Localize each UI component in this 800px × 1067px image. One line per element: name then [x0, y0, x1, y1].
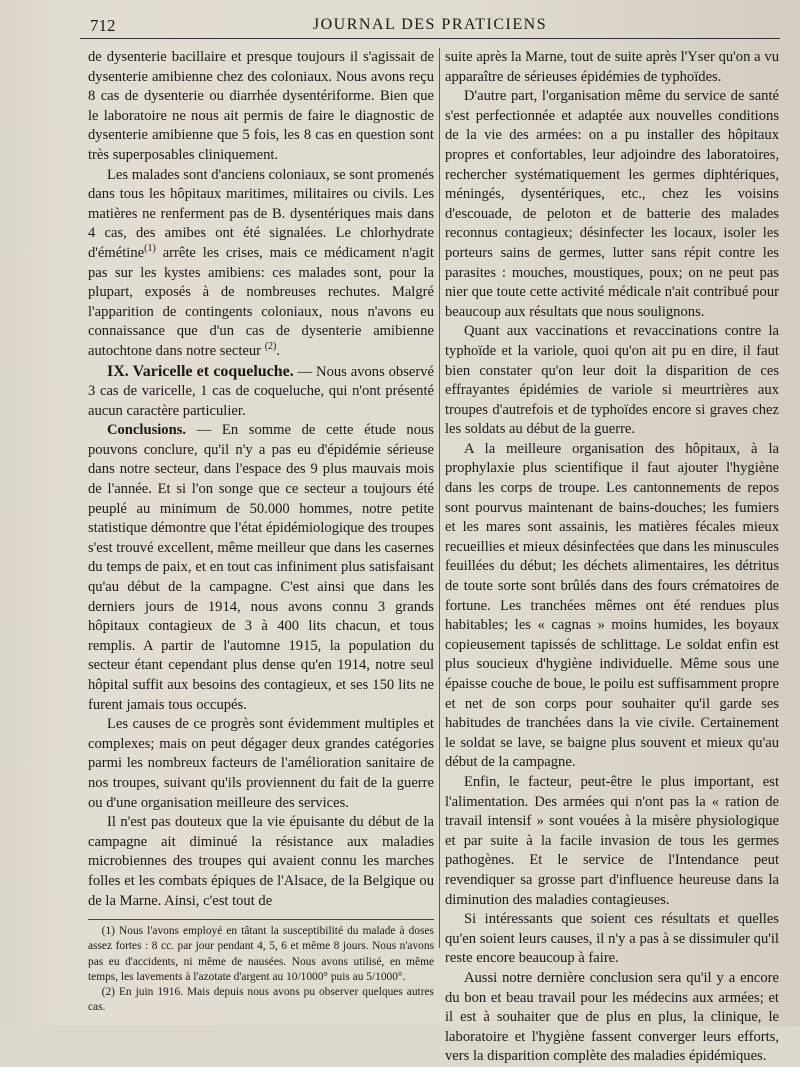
footnote-ref: (1): [144, 243, 156, 255]
footnotes: [88, 919, 434, 1015]
paragraph: Aussi notre dernière conclusion sera qu'il y a encore du bon et beau travail pour les médecins aux armées; et il est à souhaiter que de plus en plus, la clinique, le laboratoire et l'hygiène fassent converger leurs efforts, vers la disparition complète des maladies épidémiques.: [445, 969, 779, 1065]
paragraph: [88, 166, 434, 362]
section-ix: [88, 362, 434, 422]
paragraph: Quant aux vaccinations et revaccinations contre la typhoïde et la variole, quoi qu'on ait pu en dire, il faut bien constater qu'on leur doit la disparition de ces effrayantes épidémies de variole si meurtrières aux troupes d'autrefois et de typhoïdes encore si graves chez les soldats au début de la guerre.: [445, 323, 779, 438]
section-heading: IX. Varicelle et coqueluche.: [106, 362, 294, 380]
paragraph-text: Les malades sont d'anciens coloniaux, se sont promenés dans tous les hôpitaux maritimes, militaires ou civils. Les matières ne renferment pas de B. dysentériques mais dans 4 cas, des amibes ont été signalées. Le chlorhydrate d'émétine: [88, 166, 434, 261]
left-column: [88, 48, 434, 1015]
paragraph-text: .: [276, 342, 281, 359]
page-header: [80, 14, 780, 39]
paragraph: suite après la Marne, tout de suite après l'Yser qu'on a vu apparaître de sérieuses épidémies de typhoïdes.: [445, 49, 779, 85]
paragraph: Les causes de ce progrès sont évidemment multiples et complexes; mais on peut dégager deux grandes catégories parmi les nombreux facteurs de l'amélioration sanitaire de nos troupes, suivant qu'ils proviennent du fait de la guerre ou d'une organisation meilleure des services.: [88, 716, 434, 811]
paragraph: Si intéressants que soient ces résultats et quelles qu'en soient leurs causes, il n'y a pas à se dissimuler qu'il reste encore beaucoup à faire.: [445, 911, 779, 967]
paragraph: Il n'est pas douteux que la vie épuisante du début de la campagne ait diminué la résistance aux maladies microbiennes des troupes qui avaient connu les marches folles et les combats épiques de l'Alsace, de la Belgique ou de la Marne. Ainsi, c'est tout de: [88, 814, 434, 909]
footnote-1: (1) Nous l'avons employé en tâtant la susceptibilité du malade à doses assez fortes : 8 cc. par jour pendant 4, 5, 6 et même 8 jours. Nous n'avons pas eu d'accidents, ni même de nausées. Nous avons utilisé, en même temps, les lavements à l'azotate d'argent au 10/1000° puis au 5/1000°.: [88, 925, 434, 983]
paragraph: de dysenterie bacillaire et presque toujours il s'agissait de dysenterie amibienne chez des coloniaux. Nous avons reçu 8 cas de dysenterie ou diarrhée dysentériforme. Bien que le laboratoire ne nous ait permis de faire le diagnostic de dysenterie amibienne que 5 fois, les 8 cas en question sont très superposables cliniquement.: [88, 49, 434, 163]
footnote-ref: (2): [264, 341, 277, 353]
column-divider: [439, 48, 440, 948]
paragraph: A la meilleure organisation des hôpitaux, à la prophylaxie plus scientifique il faut ajouter l'hygiène dans les corps de troupe. Les cantonnements de repos sont pourvus maintenant de bains-douches; les fumiers et les mares sont assainis, les matières fécales mieux recueillies et mieux désinfectées que dans les minuscules feuillées du début; les déchets alimentaires, les détritus de toute sorte sont brûlés dans des fours crématoires de fortune. Les tranchées mêmes ont été rendues plus habitables; les « cagnas » moins humides, les boyaux copieusement tapissés de schlittage. Le soldat enfin est plus soucieux d'hygiène individuelle. Même sous une épaisse couche de boue, le poilu est suffisamment propre et net de son corps pour souhaiter qu'il garde ses habitudes de tranchées dans la vie civile. Certainement le soldat se lave, se baigne plus souvent et mieux qu'au début de la campagne.: [445, 440, 779, 771]
paragraph: D'autre part, l'organisation même du service de santé s'est perfectionnée et adaptée aux nouvelles conditions de la vie des armées: on a pu installer des hôpitaux propres et confortables, leur adjoindre des laboratoires, rechercher systématiquement les germes diphtériques, méningés, dysentériques, etc., chez les voisins d'escouade, de peloton et de batterie des malades reconnus contagieux; désinfecter les locaux, isoler les porteurs sains de germes, lutter sans répit contre les parasites : mouches, moustiques, poux; on ne peut pas nier que toute cette activité médicale n'ait contribué pour beaucoup aux résultats que nous soulignons.: [445, 88, 779, 320]
paragraph: Enfin, le facteur, peut-être le plus important, est l'alimentation. Des armées qui n'ont pas la « ration de travail intensif » sont vouées à la misère physiologique et par suite à la facile invasion de tous les germes pathogènes. Et le service de l'Intendance peut revendiquer sa grosse part d'influence heureuse dans la diminution des maladies contagieuses.: [445, 773, 779, 908]
page-number: 712: [90, 16, 116, 35]
paragraph-text: arrête les crises, mais ce médicament n'agit pas sur les kystes amibiens: ces malades sont, pour la plupart, exposés à de nombreuses rechutes. Malgré l'apparition de contingents coloniaux, nous n'avons eu connaissance que d'un cas de dysenterie amibienne autochtone dans notre secteur: [88, 244, 434, 359]
right-column: [445, 48, 779, 1067]
conclusions-heading: Conclusions.: [106, 422, 187, 439]
conclusions-text: — En somme de cette étude nous pouvons conclure, qu'il n'y a pas eu d'épidémie sérieuse dans notre secteur, dans l'espace des 9 plus mauvais mois de l'année. Et si l'on songe que ce secteur a toujours été peuplé au minimum de 50.000 hommes, notre petite statistique démontre que l'état épidémiologique des troupes s'est trouvé excellent, même meilleur que dans les casernes du temps de paix, et en tout cas infiniment plus satisfaisant qu'au début de la campagne. C'est ainsi que dans les derniers jours de 1914, nous avons connu 3 grands hôpitaux contagieux de 3 à 400 lits chacun, et tous remplis. A partir de l'automne 1915, la population du secteur étant cependant plus dense qu'en 1914, notre seul hôpital suffit aux besoins des contagieux, et ses 150 lits ne furent jamais tous occupés.: [88, 422, 434, 713]
conclusions: [88, 421, 434, 715]
footnote-2: (2) En juin 1916. Mais depuis nous avons pu observer quelques autres cas.: [88, 985, 434, 1014]
section-text: — Nous avons observé 3 cas de varicelle, 1 cas de coqueluche, qui n'ont présenté aucun caractère particulier.: [88, 363, 434, 419]
running-title: JOURNAL DES PRATICIENS: [312, 16, 548, 33]
